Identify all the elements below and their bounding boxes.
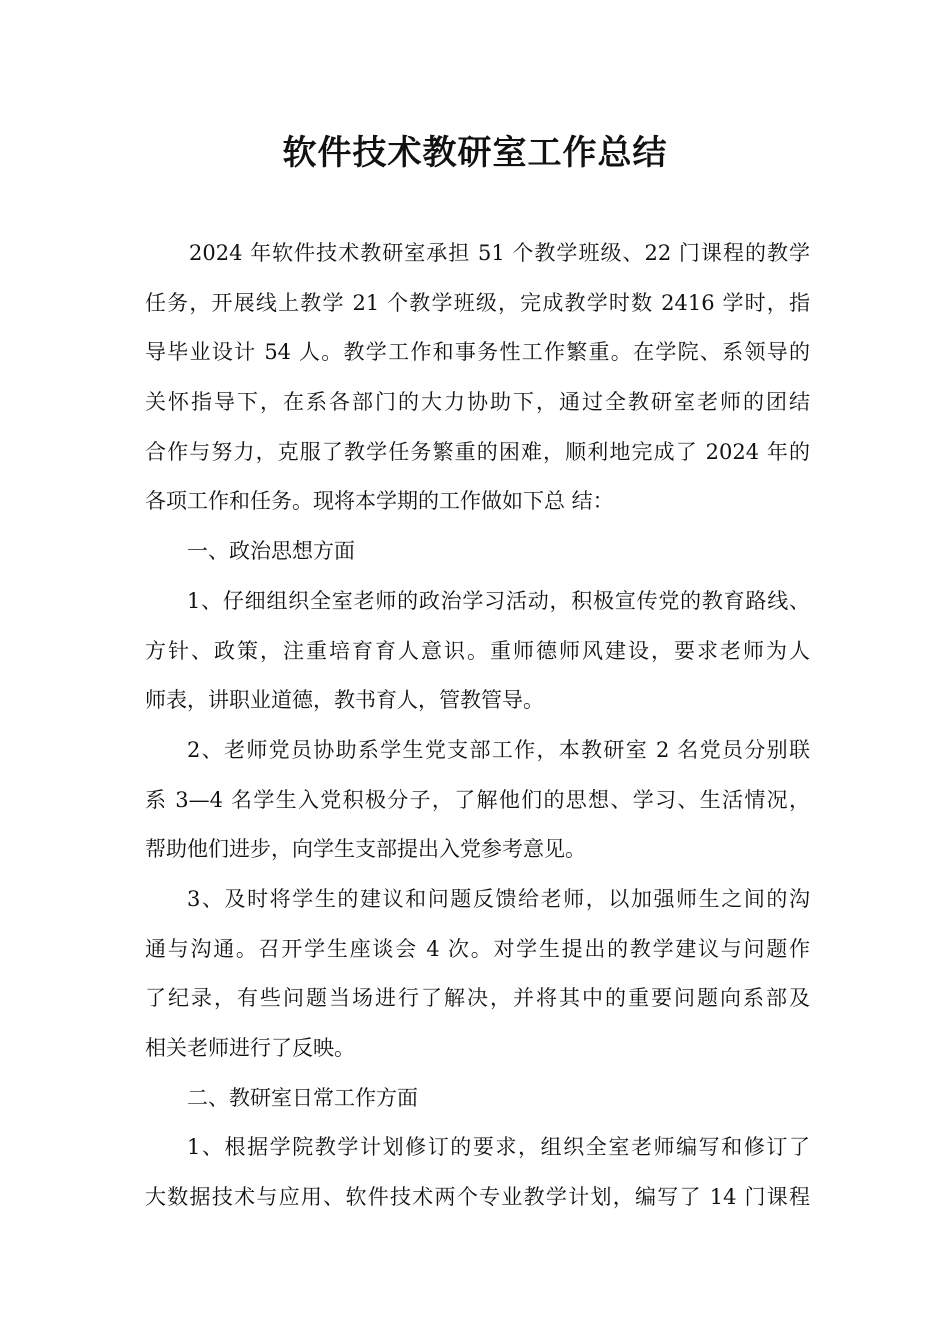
document-body xyxy=(145,229,810,1223)
paragraph-line: 3、及时将学生的建议和问题反馈给老师，以加强师生之间的沟 xyxy=(187,886,810,911)
paragraph-line: 大数据技术与应用、软件技术两个专业教学计划，编写了 14 门课程 xyxy=(145,1185,810,1210)
paragraph-line: 关怀指导下，在系各部门的大力协助下，通过全教研室老师的团结 xyxy=(145,390,810,415)
paragraph-line: 系 3—4 名学生入党积极分子，了解他们的思想、学习、生活情况， xyxy=(145,787,810,812)
document-title: 软件技术教研室工作总结 xyxy=(282,133,668,173)
paragraph-line: 相关老师进行了反映。 xyxy=(145,1036,355,1060)
paragraph-line: 2024 年软件技术教研室承担 51 个教学班级、22 门课程的教学 xyxy=(189,241,810,265)
paragraph-line: 1、根据学院教学计划修订的要求，组织全室老师编写和修订了 xyxy=(187,1135,810,1160)
paragraph-line: 通与沟通。召开学生座谈会 4 次。对学生提出的教学建议与问题作 xyxy=(145,936,810,961)
paragraph-line: 导毕业设计 54 人。教学工作和事务性工作繁重。在学院、系领导的 xyxy=(145,340,810,365)
section-heading: 二、教研室日常工作方面 xyxy=(187,1085,418,1110)
paragraph-line: 方针、政策，注重培育育人意识。重师德师风建设，要求老师为人 xyxy=(145,638,810,663)
paragraph-line: 1、仔细组织全室老师的政治学习活动，积极宣传党的教育路线、 xyxy=(187,588,810,613)
paragraph-line: 了纪录，有些问题当场进行了解决，并将其中的重要问题向系部及 xyxy=(145,986,810,1011)
paragraph-line: 2、老师党员协助系学生党支部工作，本教研室 2 名党员分别联 xyxy=(187,737,810,762)
paragraph-line: 师表，讲职业道德，教书育人，管教管导。 xyxy=(145,688,544,713)
section-heading: 一、政治思想方面 xyxy=(187,539,355,564)
paragraph-line: 任务，开展线上教学 21 个教学班级，完成教学时数 2416 学时，指 xyxy=(145,290,810,315)
paragraph-line: 合作与努力，克服了教学任务繁重的困难，顺利地完成了 2024 年的 xyxy=(145,439,810,464)
paragraph-line: 各项工作和任务。现将本学期的工作做如下总 结： xyxy=(145,489,614,514)
paragraph-line: 帮助他们进步，向学生支部提出入党参考意见。 xyxy=(145,837,586,862)
